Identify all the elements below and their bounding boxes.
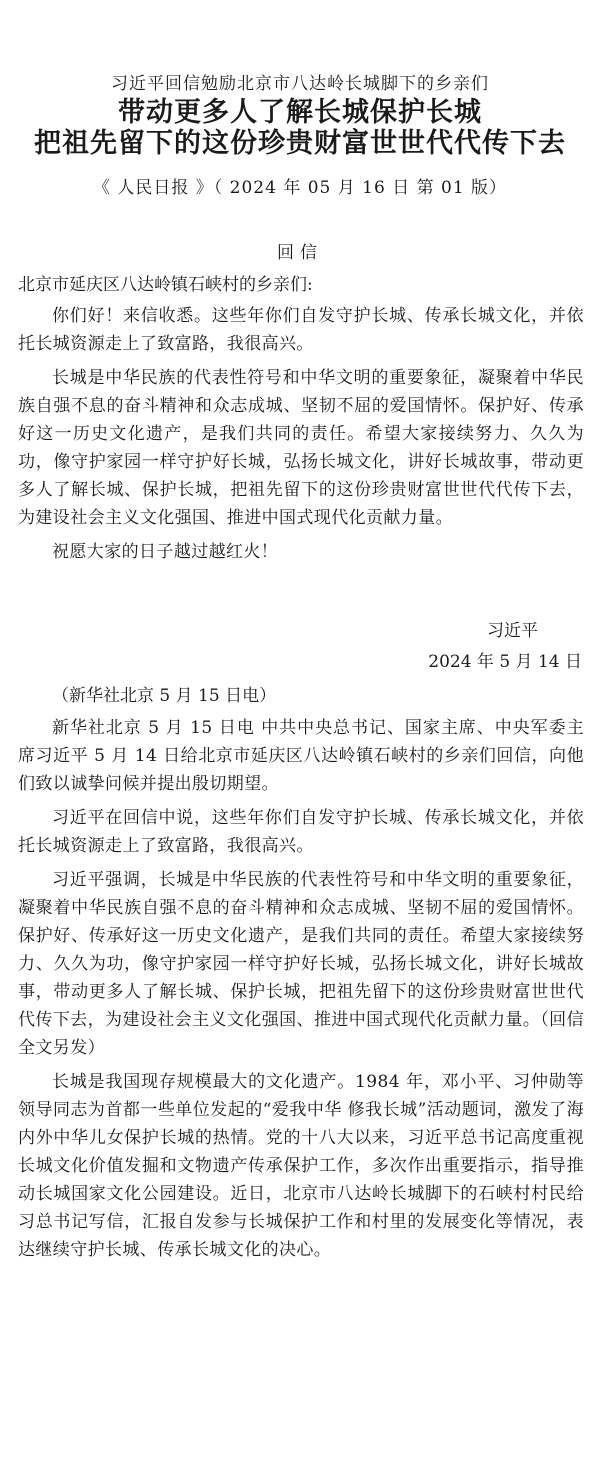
news-paragraph-1: 新华社北京 5 月 15 日电 中共中央总书记、国家主席、中央军委主席习近平 5 月 14 日给北京市延庆区八达岭镇石峡村的乡亲们回信，向他们致以诚挚问候并提出殷切期望。 bbox=[18, 718, 584, 794]
news-paragraph-3: 习近平强调，长城是中华民族的代表性符号和中华文明的重要象征，凝聚着中华民族自强不息的奋斗精神和众志成城、坚韧不屈的爱国情怀。保护好、传承好这一历史文化遗产，是我们共同的责任。希望大家接续努力、久久为功，像守护家园一样守护好长城，弘扬长城文化，讲好长城故事，带动更多人了解长城、保护长城，把祖先留下的这份珍贵财富世世代代传下去，为建设社会主义文化强国、推进中国式现代化贡献力量。（回信全文另发） bbox=[18, 870, 584, 1058]
letter-salutation: 北京市延庆区八达岭镇石峡村的乡亲们: bbox=[18, 275, 313, 295]
news-paragraph-2: 习近平在回信中说，这些年你们自发守护长城、传承长城文化，并依托长城资源走上了致富路，我很高兴。 bbox=[18, 808, 584, 856]
news-body bbox=[18, 714, 584, 1270]
letter-paragraph-3: 祝愿大家的日子越过越红火！ bbox=[52, 542, 279, 562]
news-dateline: （新华社北京 5 月 15 日电） bbox=[52, 686, 277, 706]
headline-line-2: 把祖先留下的这份珍贵财富世世代代传下去 bbox=[34, 128, 566, 159]
letter-paragraph-1: 你们好！来信收悉。这些年你们自发守护长城、传承长城文化，并依托长城资源走上了致富路，我很高兴。 bbox=[18, 306, 584, 354]
letter-paragraph-2: 长城是中华民族的代表性符号和中华文明的重要象征，凝聚着中华民族自强不息的奋斗精神和众志成城、坚韧不屈的爱国情怀。保护好、传承好这一历史文化遗产，是我们共同的责任。希望大家接续努力、久久为功，像守护家园一样守护好长城，弘扬长城文化，讲好长城故事，带动更多人了解长城、保护长城，把祖先留下的这份珍贵财富世世代代传下去，为建设社会主义文化强国、推进中国式现代化贡献力量。 bbox=[18, 368, 584, 528]
publication-source: 《 人民日报 》（ 2024 年 05 月 16 日 第 01 版） bbox=[92, 178, 508, 198]
letter-title: 回信 bbox=[277, 243, 323, 263]
letter-date: 2024 年 5 月 14 日 bbox=[428, 652, 582, 672]
news-paragraph-4: 长城是我国现存规模最大的文化遗产。1984 年，邓小平、习仲勋等领导同志为首都一些单位发起的“爱我中华 修我长城”活动题词，激发了海内外中华儿女保护长城的热情。党的十八大以来，习近平总书记高度重视长城文化价值发掘和文物遗产传承保护工作，多次作出重要指示，指导推动长城国家文化公园建设。近日，北京市八达岭长城脚下的石峡村村民给习总书记写信，汇报自发参与长城保护工作和村里的发展变化等情况，表达继续守护长城、传承长城文化的决心。 bbox=[18, 1072, 584, 1260]
letter-signature: 习近平 bbox=[487, 621, 538, 641]
article-kicker: 习近平回信勉励北京市八达岭长城脚下的乡亲们 bbox=[111, 74, 489, 94]
letter-body bbox=[18, 302, 584, 572]
headline-line-1: 带动更多人了解长城保护长城 bbox=[118, 97, 482, 128]
